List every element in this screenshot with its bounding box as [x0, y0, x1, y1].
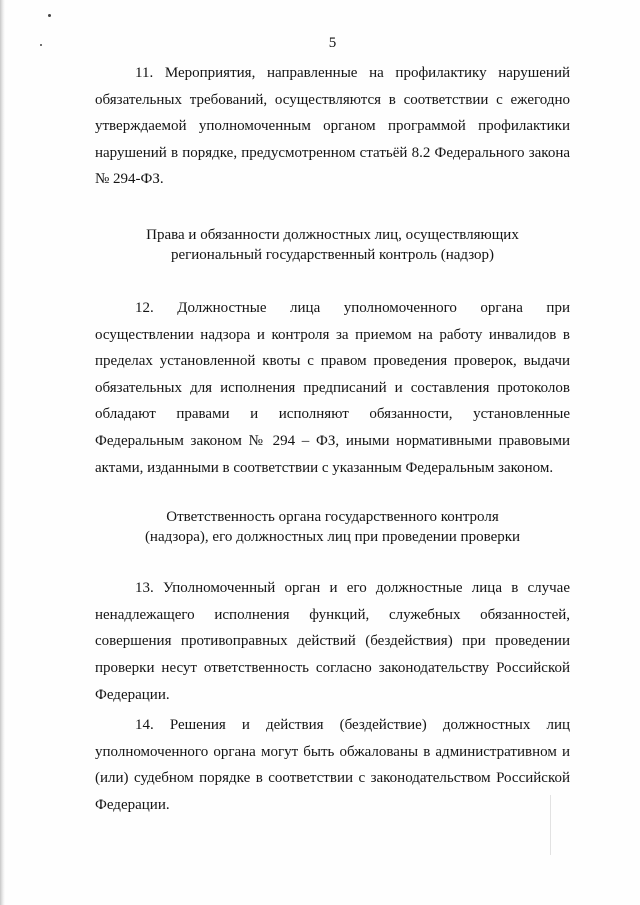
page-number: 5 — [328, 35, 337, 51]
heading-line: (надзора), его должностных лиц при проведении проверки — [144, 529, 521, 546]
heading-responsibility — [95, 507, 570, 547]
heading-rights-and-duties — [95, 225, 570, 265]
heading-line: региональный государственный контроль (надзор) — [170, 246, 495, 263]
paragraph-11: 11. Мероприятия, направленные на профилактику нарушений обязательных требований, осуществляются в соответствии с ежегодно утверждаемой уполномоченным органом программой профилактики нарушений в порядке, предусмотренном статьёй 8.2 Федерального закона № 294-ФЗ. — [95, 65, 570, 188]
heading-line: Ответственность органа государственного контроля — [166, 509, 499, 526]
scan-speck — [40, 44, 42, 46]
paragraph-12: 12. Должностные лица уполномоченного органа при осуществлении надзора и контроля за приемом на работу инвалидов в пределах установленной квоты с правом проведения проверок, выдачи обязательных для исполнения предписаний и составления протоколов обладают правами и исполняют обязанности, установленные Федеральным законом № 294 – ФЗ, иными нормативными правовыми актами, изданными в соответствии с указанным Федеральным законом. — [95, 299, 570, 476]
scan-edge — [0, 0, 5, 905]
heading-line: Права и обязанности должностных лиц, осуществляющих — [146, 226, 519, 243]
paragraph-13: 13. Уполномоченный орган и его должностные лица в случае ненадлежащего исполнения функций, служебных обязанностей, совершения противоправных действий (бездействия) при проведении проверки несут ответственность согласно законодательству Российской Федерации. — [95, 580, 570, 703]
document-page — [95, 35, 570, 818]
paragraph-14: 14. Решения и действия (бездействие) должностных лиц уполномоченного органа могут быть обжалованы в административном и (или) судебном порядке в соответствии с законодательством Российской Федерации. — [95, 717, 570, 813]
scan-speck — [48, 14, 51, 17]
